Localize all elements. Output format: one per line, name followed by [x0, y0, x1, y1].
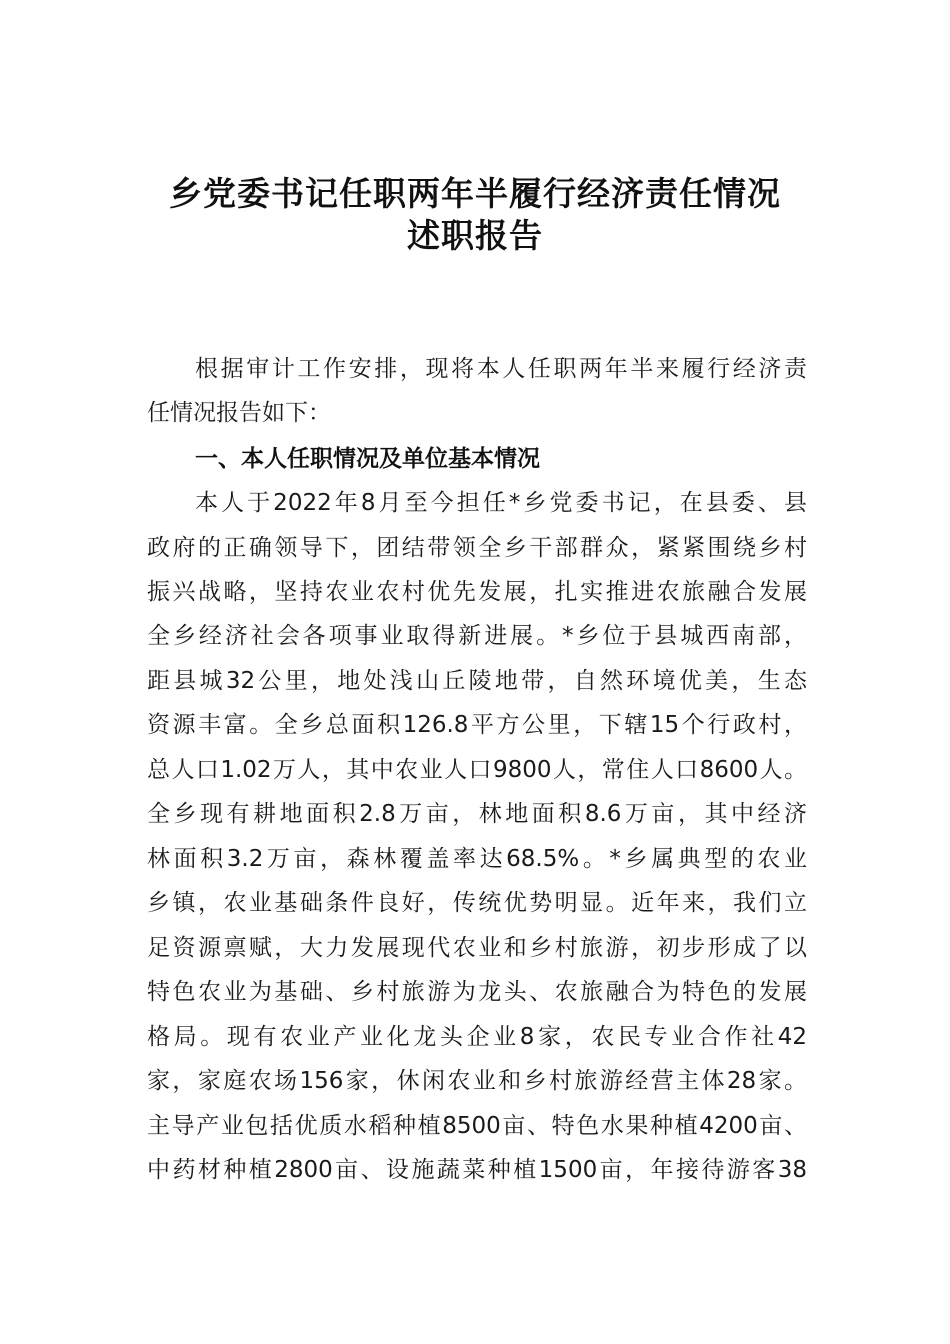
document-title-line-2: 述职报告: [407, 216, 543, 255]
body-paragraph-line: 格局。现有农业产业化龙头企业8家，农民专业合作社42: [147, 1024, 807, 1050]
body-paragraph-line: 林面积3.2万亩，森林覆盖率达68.5%。*乡属典型的农业: [147, 846, 807, 872]
body-paragraph-line: 本人于2022年8月至今担任*乡党委书记，在县委、县: [195, 490, 807, 516]
body-paragraph-line: 特色农业为基础、乡村旅游为龙头、农旅融合为特色的发展: [147, 979, 807, 1005]
body-paragraph-line: 全乡现有耕地面积2.8万亩，林地面积8.6万亩，其中经济: [147, 801, 807, 827]
section-heading: 一、本人任职情况及单位基本情况: [195, 446, 540, 472]
body-paragraph-line: 足资源禀赋，大力发展现代农业和乡村旅游，初步形成了以: [147, 935, 807, 961]
body-paragraph-line: 乡镇，农业基础条件良好，传统优势明显。近年来，我们立: [147, 890, 807, 916]
document-title-line-1: 乡党委书记任职两年半履行经济责任情况: [169, 174, 781, 213]
body-paragraph-line: 家，家庭农场156家，休闲农业和乡村旅游经营主体28家。: [147, 1068, 807, 1094]
intro-paragraph-line: 根据审计工作安排，现将本人任职两年半来履行经济责: [195, 356, 807, 382]
intro-paragraph-line: 任情况报告如下：: [147, 400, 331, 426]
body-paragraph-line: 距县城32公里，地处浅山丘陵地带，自然环境优美，生态: [147, 668, 807, 694]
body-paragraph-line: 中药材种植2800亩、设施蔬菜种植1500亩，年接待游客38: [147, 1157, 807, 1183]
body-paragraph-line: 主导产业包括优质水稻种植8500亩、特色水果种植4200亩、: [147, 1113, 807, 1139]
body-paragraph-line: 振兴战略，坚持农业农村优先发展，扎实推进农旅融合发展: [147, 579, 807, 605]
body-paragraph-line: 总人口1.02万人，其中农业人口9800人，常住人口8600人。: [147, 757, 807, 783]
body-paragraph-line: 资源丰富。全乡总面积126.8平方公里，下辖15个行政村，: [147, 712, 807, 738]
body-paragraph-line: 政府的正确领导下，团结带领全乡干部群众，紧紧围绕乡村: [147, 535, 807, 561]
body-paragraph-line: 全乡经济社会各项事业取得新进展。*乡位于县城西南部，: [147, 623, 807, 649]
